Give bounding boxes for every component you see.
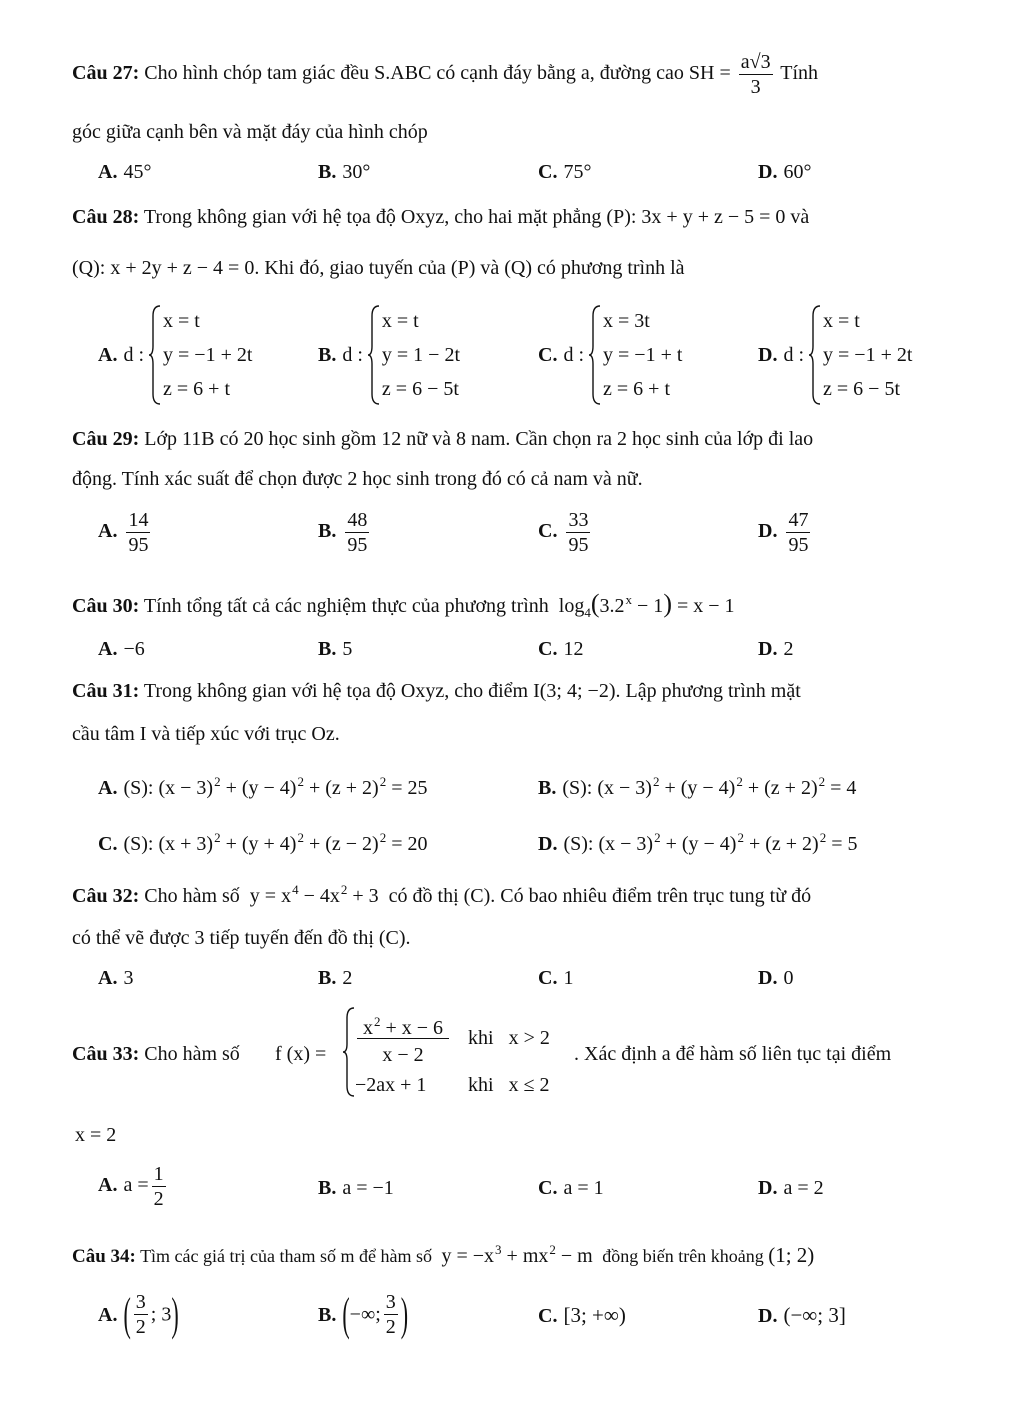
option-c[interactable]: C. 75° <box>538 161 592 183</box>
question-28 <box>72 205 947 229</box>
option-b[interactable]: B. 2 <box>318 967 353 989</box>
question-text: Lớp 11B có 20 học sinh gồm 12 nữ và 8 nam. Cần chọn ra 2 học sinh của lớp đi lao <box>144 428 814 450</box>
question-text: . Xác định a để hàm số liên tục tại điểm <box>574 1043 892 1065</box>
brace-icon <box>343 1006 355 1098</box>
option-c[interactable]: C. 12 <box>538 638 584 660</box>
piecewise-case-2: −2ax + 1 <box>355 1074 427 1096</box>
question-33 <box>72 1042 272 1066</box>
option-b[interactable]: B. 5 <box>318 638 353 660</box>
option-c[interactable]: C. d : x = 3t y = −1 + t z = 6 + t <box>538 304 682 406</box>
question-31-line2: cầu tâm I và tiếp xúc với trục Oz. <box>72 723 340 745</box>
condition-1: khi x > 2 <box>468 1027 550 1049</box>
piecewise-numerator: $x^2 + x - 6$ <box>362 1014 444 1039</box>
question-32-line2: có thể vẽ được 3 tiếp tuyến đến đồ thị (C). <box>72 927 411 949</box>
option-d[interactable]: D. (S): $(x - 3)^2 + (y - 4)^2 + (z + 2)^2 = 5$ <box>538 830 858 855</box>
question-label: Câu 29: <box>72 428 140 450</box>
brace-icon <box>368 304 380 406</box>
option-c[interactable]: C. a = 1 <box>538 1177 604 1199</box>
question-label: Câu 28: <box>72 206 140 228</box>
question-32 <box>72 878 947 908</box>
option-c[interactable]: C. (S): $(x + 3)^2 + (y + 4)^2 + (z - 2)^2 = 20$ <box>98 830 428 855</box>
option-d[interactable]: D. 2 <box>758 638 794 660</box>
option-a[interactable]: A. −6 <box>98 638 145 660</box>
option-b[interactable]: B. 30° <box>318 161 371 183</box>
equation-system: x = t y = 1 − 2t z = 6 − 5t <box>368 304 460 406</box>
option-d[interactable]: D. (−∞; 3] <box>758 1303 846 1327</box>
condition-2: khi x ≤ 2 <box>468 1074 550 1096</box>
math-expression: SH = <box>688 62 731 85</box>
option-a[interactable]: A. 45° <box>98 161 152 183</box>
question-label: Câu 33: <box>72 1043 140 1065</box>
option-a[interactable]: A. d : x = t y = −1 + 2t z = 6 + t <box>98 304 252 406</box>
brace-icon <box>149 304 161 406</box>
question-text: có đồ thị (C). Có bao nhiêu điểm trên trục tung từ đó <box>388 885 812 907</box>
question-label: Câu 34: <box>72 1246 136 1267</box>
question-text: Tính tổng tất cả các nghiệm thực của phương trình <box>143 595 549 617</box>
option-b[interactable]: B. a = −1 <box>318 1177 394 1199</box>
option-b[interactable]: B. d : x = t y = 1 − 2t z = 6 − 5t <box>318 304 460 406</box>
question-30 <box>72 588 947 625</box>
option-d[interactable]: D. $\frac{47}{95}$ <box>758 509 809 556</box>
question-text: Tìm các giá trị của tham số m để hàm số <box>140 1246 432 1266</box>
question-28-line2: (Q): x + 2y + z − 4 = 0. Khi đó, giao tuyến của (P) và (Q) có phương trình là <box>72 257 685 279</box>
question-label: Câu 27: <box>72 62 140 85</box>
question-text: Trong không gian với hệ tọa độ Oxyz, cho hai mặt phẳng (P): 3x + y + z − 5 = 0 và <box>143 206 810 228</box>
option-d[interactable]: D. 60° <box>758 161 812 183</box>
math-expression: $\log_4(3.2^x - 1) = x - 1$ <box>558 589 735 620</box>
question-27 <box>72 50 947 99</box>
option-d[interactable]: D. d : x = t y = −1 + 2t z = 6 − 5t <box>758 304 912 406</box>
question-text: Cho hàm số <box>144 885 240 907</box>
option-a[interactable]: A. (S): $(x - 3)^2 + (y - 4)^2 + (z + 2)^2 = 25$ <box>98 774 428 799</box>
question-text: Cho hàm số <box>144 1043 240 1065</box>
question-label: Câu 32: <box>72 885 140 907</box>
question-34 <box>72 1238 952 1269</box>
question-label: Câu 30: <box>72 595 140 617</box>
piecewise-denominator: x − 2 <box>382 1044 424 1066</box>
equation-system: x = 3t y = −1 + t z = 6 + t <box>589 304 682 406</box>
brace-icon <box>589 304 601 406</box>
math-expression: f (x) = <box>275 1043 327 1065</box>
question-text: Trong không gian với hệ tọa độ Oxyz, cho điểm I(3; 4; −2). Lập phương trình mặt <box>143 680 801 702</box>
question-text: Cho hình chóp tam giác đều S.ABC có cạnh đáy bằng a, đường cao <box>144 62 684 85</box>
fraction-line <box>357 1038 449 1039</box>
brace-icon <box>809 304 821 406</box>
option-b[interactable]: B. $\frac{48}{95}$ <box>318 509 368 556</box>
fraction: $\frac{a√3}{3}$ <box>740 51 771 98</box>
question-31 <box>72 679 947 703</box>
math-expression: $y = x^4 - 4x^2 + 3$ <box>249 882 379 907</box>
question-33-line2: x = 2 <box>75 1124 117 1146</box>
option-d[interactable]: D. a = 2 <box>758 1177 824 1199</box>
equation-system: x = t y = −1 + 2t z = 6 − 5t <box>809 304 912 406</box>
question-27-line2: góc giữa cạnh bên và mặt đáy của hình chóp <box>72 121 428 143</box>
option-a[interactable]: A. $\frac{14}{95}$ <box>98 509 149 556</box>
option-c[interactable]: C. [3; +∞) <box>538 1303 626 1327</box>
option-a[interactable]: A. 3 <box>98 967 134 989</box>
question-text: Tính <box>780 62 819 85</box>
question-text: đồng biến trên khoảng <box>602 1246 764 1266</box>
question-29-line2: động. Tính xác suất để chọn được 2 học sinh trong đó có cả nam và nữ. <box>72 468 643 490</box>
option-d[interactable]: D. 0 <box>758 967 794 989</box>
question-29 <box>72 427 947 451</box>
math-expression: $y = -x^3 + mx^2 - m$ <box>441 1242 593 1267</box>
option-c[interactable]: C. $\frac{33}{95}$ <box>538 509 589 556</box>
option-b[interactable]: B. (S): $(x - 3)^2 + (y - 4)^2 + (z + 2)^2 = 4$ <box>538 774 857 799</box>
option-b[interactable]: B. (−∞; $\frac{3}{2}$ ) <box>318 1287 409 1340</box>
equation-system: x = t y = −1 + 2t z = 6 + t <box>149 304 252 406</box>
question-label: Câu 31: <box>72 680 140 702</box>
option-a[interactable]: A. ( $\frac{3}{2}$ ; 3) <box>98 1287 179 1340</box>
option-a[interactable]: A. a = $\frac{1}{2}$ <box>98 1163 164 1210</box>
interval: (1; 2) <box>768 1243 815 1267</box>
option-c[interactable]: C. 1 <box>538 967 574 989</box>
